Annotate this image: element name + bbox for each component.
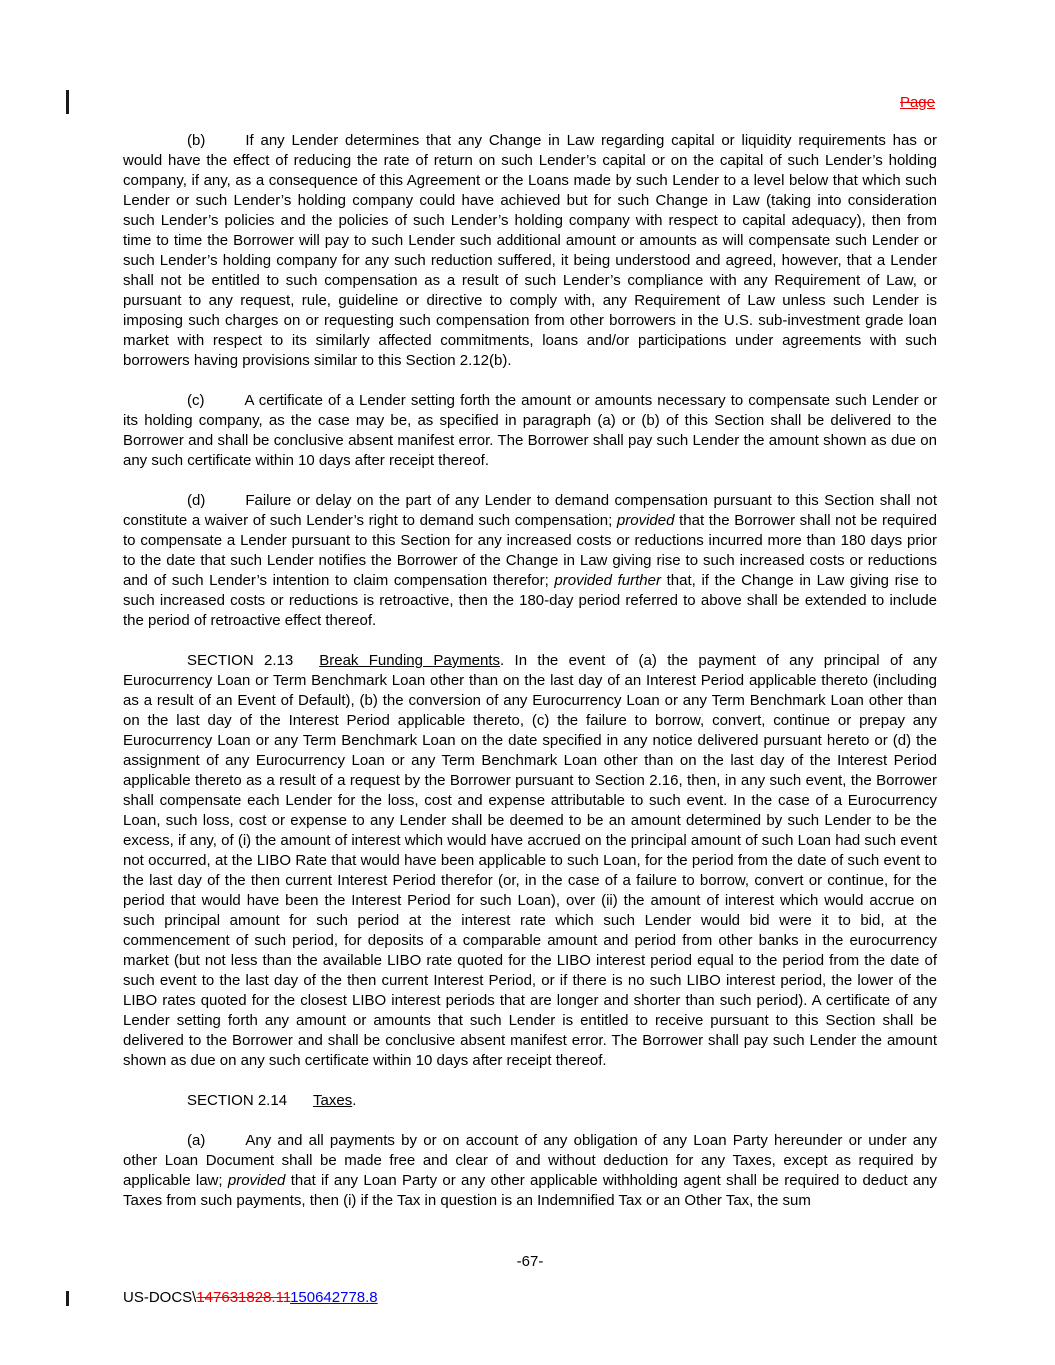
paragraph-a-text-2: that if any Loan Party or any other applicable withholding agent shall be required to deduct any Taxes from such payments, then (i) if the Tax in question is an Indemnified Tax or an Other Tax, the sum: [123, 1172, 937, 1209]
paragraph-d-text-2: that the Borrower shall not be required to compensate a Lender pursuant to this Section for any increased costs or reductions incurred more than 180 days prior to the date that such Lender notifies the Borrower of the Change in Law giving rise to such increased costs or reductions and of such Lender’s intention to claim compensation therefor;: [123, 512, 937, 589]
section-2-13: [123, 651, 937, 1071]
paragraph-a: [123, 1131, 937, 1211]
doc-id-prefix: US-DOCS\: [123, 1289, 197, 1306]
paragraph-d-label: (d): [187, 492, 206, 509]
document-id-footer: [123, 1288, 378, 1308]
paragraph-d-text-1: Failure or delay on the part of any Lender to demand compensation pursuant to this Section shall not constitute a waiver of such Lender’s right to demand such compensation;: [123, 492, 937, 529]
paragraph-c-label: (c): [187, 392, 205, 409]
proviso-term: provided: [227, 1172, 286, 1189]
paragraph-b-text: If any Lender determines that any Change in Law regarding capital or liquidity requirements has or would have the effect of reducing the rate of return on such Lender’s capital or on the capital of such Lender’s holding company, if any, as a consequence of this Agreement or the Loans made by such Lender to a level below that which such Lender or such Lender’s holding company could have achieved but for such Change in Law (taking into consideration such Lender’s policies and the policies of such Lender’s holding company with respect to capital adequacy), then from time to time the Borrower will pay to such Lender such additional amount or amounts as will compensate such Lender or such Lender’s holding company for any such reduction suffered, it being understood and agreed, however, that a Lender shall not be entitled to such compensation as a result of such Lender’s compliance with any Requirement of Law, or pursuant to any request, rule, guideline or directive to comply with, any Requirement of Law unless such Lender is imposing such charges on or requesting such compensation from other borrowers in the U.S. sub-investment grade loan market with respect to its similarly affected commitments, loans and/or participations under agreements with such borrowers having provisions similar to this Section 2.12(b).: [123, 132, 937, 369]
paragraph-d-text-3: that, if the Change in Law giving rise to such increased costs or reductions is retroactive, then the 180-day period referred to above shall be extended to include the period of retroactive effect thereof.: [123, 572, 938, 629]
section-2-13-label: SECTION 2.13: [187, 652, 294, 669]
paragraph-d: [123, 491, 937, 631]
doc-id-deleted: 147631828.11: [196, 1289, 291, 1306]
section-2-14-text: .: [352, 1092, 357, 1109]
page-field-redline: Page: [899, 94, 935, 111]
section-2-14-label: SECTION 2.14: [187, 1092, 288, 1109]
page-header: [900, 93, 935, 113]
document-body: [123, 131, 937, 1211]
proviso-further-term: provided further: [554, 572, 661, 589]
paragraph-c-text: A certificate of a Lender setting forth the amount or amounts necessary to compensate such Lender or its holding company, as the case may be, as specified in paragraph (a) or (b) of this Section shall be delivered to the Borrower and shall be conclusive absent manifest error. The Borrower shall pay such Lender the amount shown as due on any such certificate within 10 days after receipt thereof.: [123, 392, 937, 469]
doc-id-inserted: 150642778.8: [290, 1289, 378, 1306]
proviso-term: provided: [616, 512, 675, 529]
paragraph-a-text-1: Any and all payments by or on account of any obligation of any Loan Party hereunder or under any other Loan Document shall be made free and clear of and without deduction for any Taxes, except as required by applicable law;: [123, 1132, 937, 1189]
paragraph-b-label: (b): [187, 132, 206, 149]
change-bar-top: [66, 90, 69, 114]
change-bar-bottom: [66, 1291, 69, 1306]
section-2-13-text: . In the event of (a) the payment of any principal of any Eurocurrency Loan or Term Benchmark Loan other than on the last day of an Interest Period applicable thereto (including as a result of an Event of Default), (b) the conversion of any Eurocurrency Loan or any Term Benchmark Loan other than on the last day of the Interest Period applicable thereto, (c) the failure to borrow, convert, continue or prepay any Eurocurrency Loan or any Term Benchmark Loan on the date specified in any notice delivered pursuant hereto or (d) the assignment of any Eurocurrency Loan or any Term Benchmark Loan other than on the last day of the Interest Period applicable thereto as a result of a request by the Borrower pursuant to Section 2.16, then, in any such event, the Borrower shall compensate each Lender for the loss, cost and expense attributable to such event. In the case of a Eurocurrency Loan, such loss, cost or expense to any Lender shall be deemed to be an amount determined by such Lender to be the excess, if any, of (i) the amount of interest which would have accrued on the principal amount of such Loan had such event not occurred, at the LIBO Rate that would have been applicable to such Loan, for the period from the date of such event to the last day of the then current Interest Period therefor (or, in the case of a failure to borrow, convert or continue, for the period that would have been the Interest Period for such Loan), over (ii) the amount of interest which would accrue on such principal amount for such period at the interest rate which such Lender would bid were it to bid, at the commencement of such period, for deposits of a comparable amount and period from other banks in the eurocurrency market (but not less than the available LIBO rate quoted for the LIBO interest period equal to the period from the date of such event to the last day of the then current Interest Period, or if there is no such LIBO interest period, the lower of the LIBO rates quoted for the closest LIBO interest periods that are longer and shorter than such period). A certificate of any Lender setting forth any amount or amounts that such Lender is entitled to receive pursuant to this Section shall be delivered to the Borrower and shall be conclusive absent manifest error. The Borrower shall pay such Lender the amount shown as due on any such certificate within 10 days after receipt thereof.: [123, 652, 937, 1069]
section-2-13-title: Break Funding Payments: [319, 652, 501, 669]
section-2-14-title: Taxes: [313, 1092, 353, 1109]
paragraph-a-label: (a): [187, 1132, 206, 1149]
paragraph-c: [123, 391, 937, 471]
section-2-14: [123, 1091, 937, 1111]
page-number: -67-: [516, 1253, 544, 1270]
paragraph-b: [123, 131, 937, 371]
